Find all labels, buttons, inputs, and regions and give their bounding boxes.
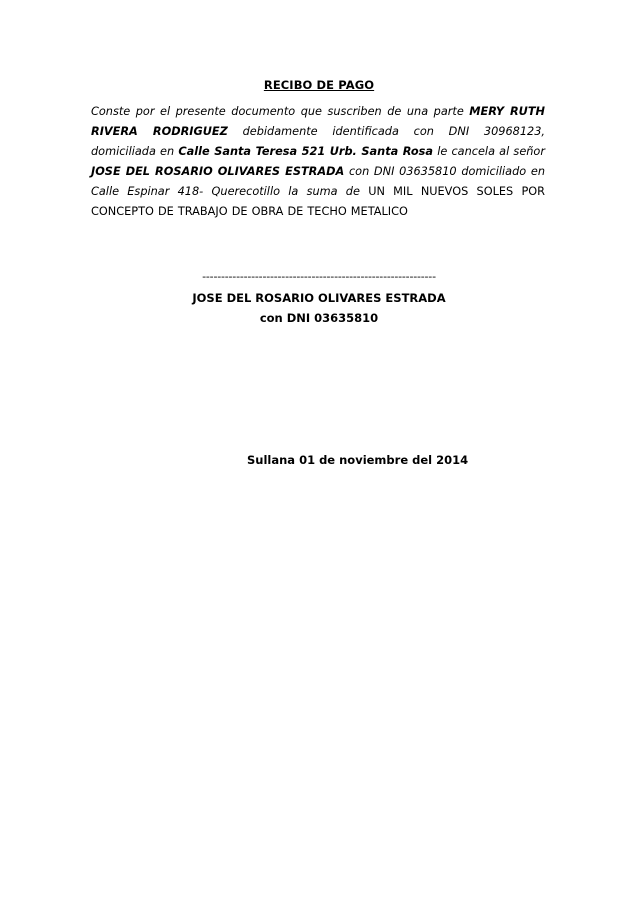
signature-name: JOSE DEL ROSARIO OLIVARES ESTRADA [192, 291, 446, 305]
payer-address: Calle Santa Teresa 521 Urb. Santa Rosa [178, 145, 433, 159]
document-title: RECIBO DE PAGO [263, 78, 375, 92]
payee-name: JOSE DEL ROSARIO OLIVARES ESTRADA [91, 165, 345, 179]
signature-line: -------------------------------------------------------------- [202, 270, 436, 283]
payer-name: MERY RUTH RIVERA RODRIGUEZ [91, 105, 545, 139]
signature-dni: con DNI 03635810 [259, 311, 379, 325]
document-body [91, 102, 545, 223]
body-text-id: debidamente identificada con DNI 30968123, domiciliada en [91, 125, 545, 159]
body-text-payee-details: con DNI 03635810 domiciliado en Calle Espinar 418- Querecotillo la suma de [91, 165, 545, 199]
document-date: Sullana 01 de noviembre del 2014 [247, 453, 469, 467]
amount-concept: UN MIL NUEVOS SOLES POR CONCEPTO DE TRABAJO DE OBRA DE TECHO METALICO [91, 185, 546, 219]
body-text-cancel: le cancela al señor [433, 145, 545, 159]
body-text-intro: Conste por el presente documento que suscriben de una parte [91, 105, 470, 118]
